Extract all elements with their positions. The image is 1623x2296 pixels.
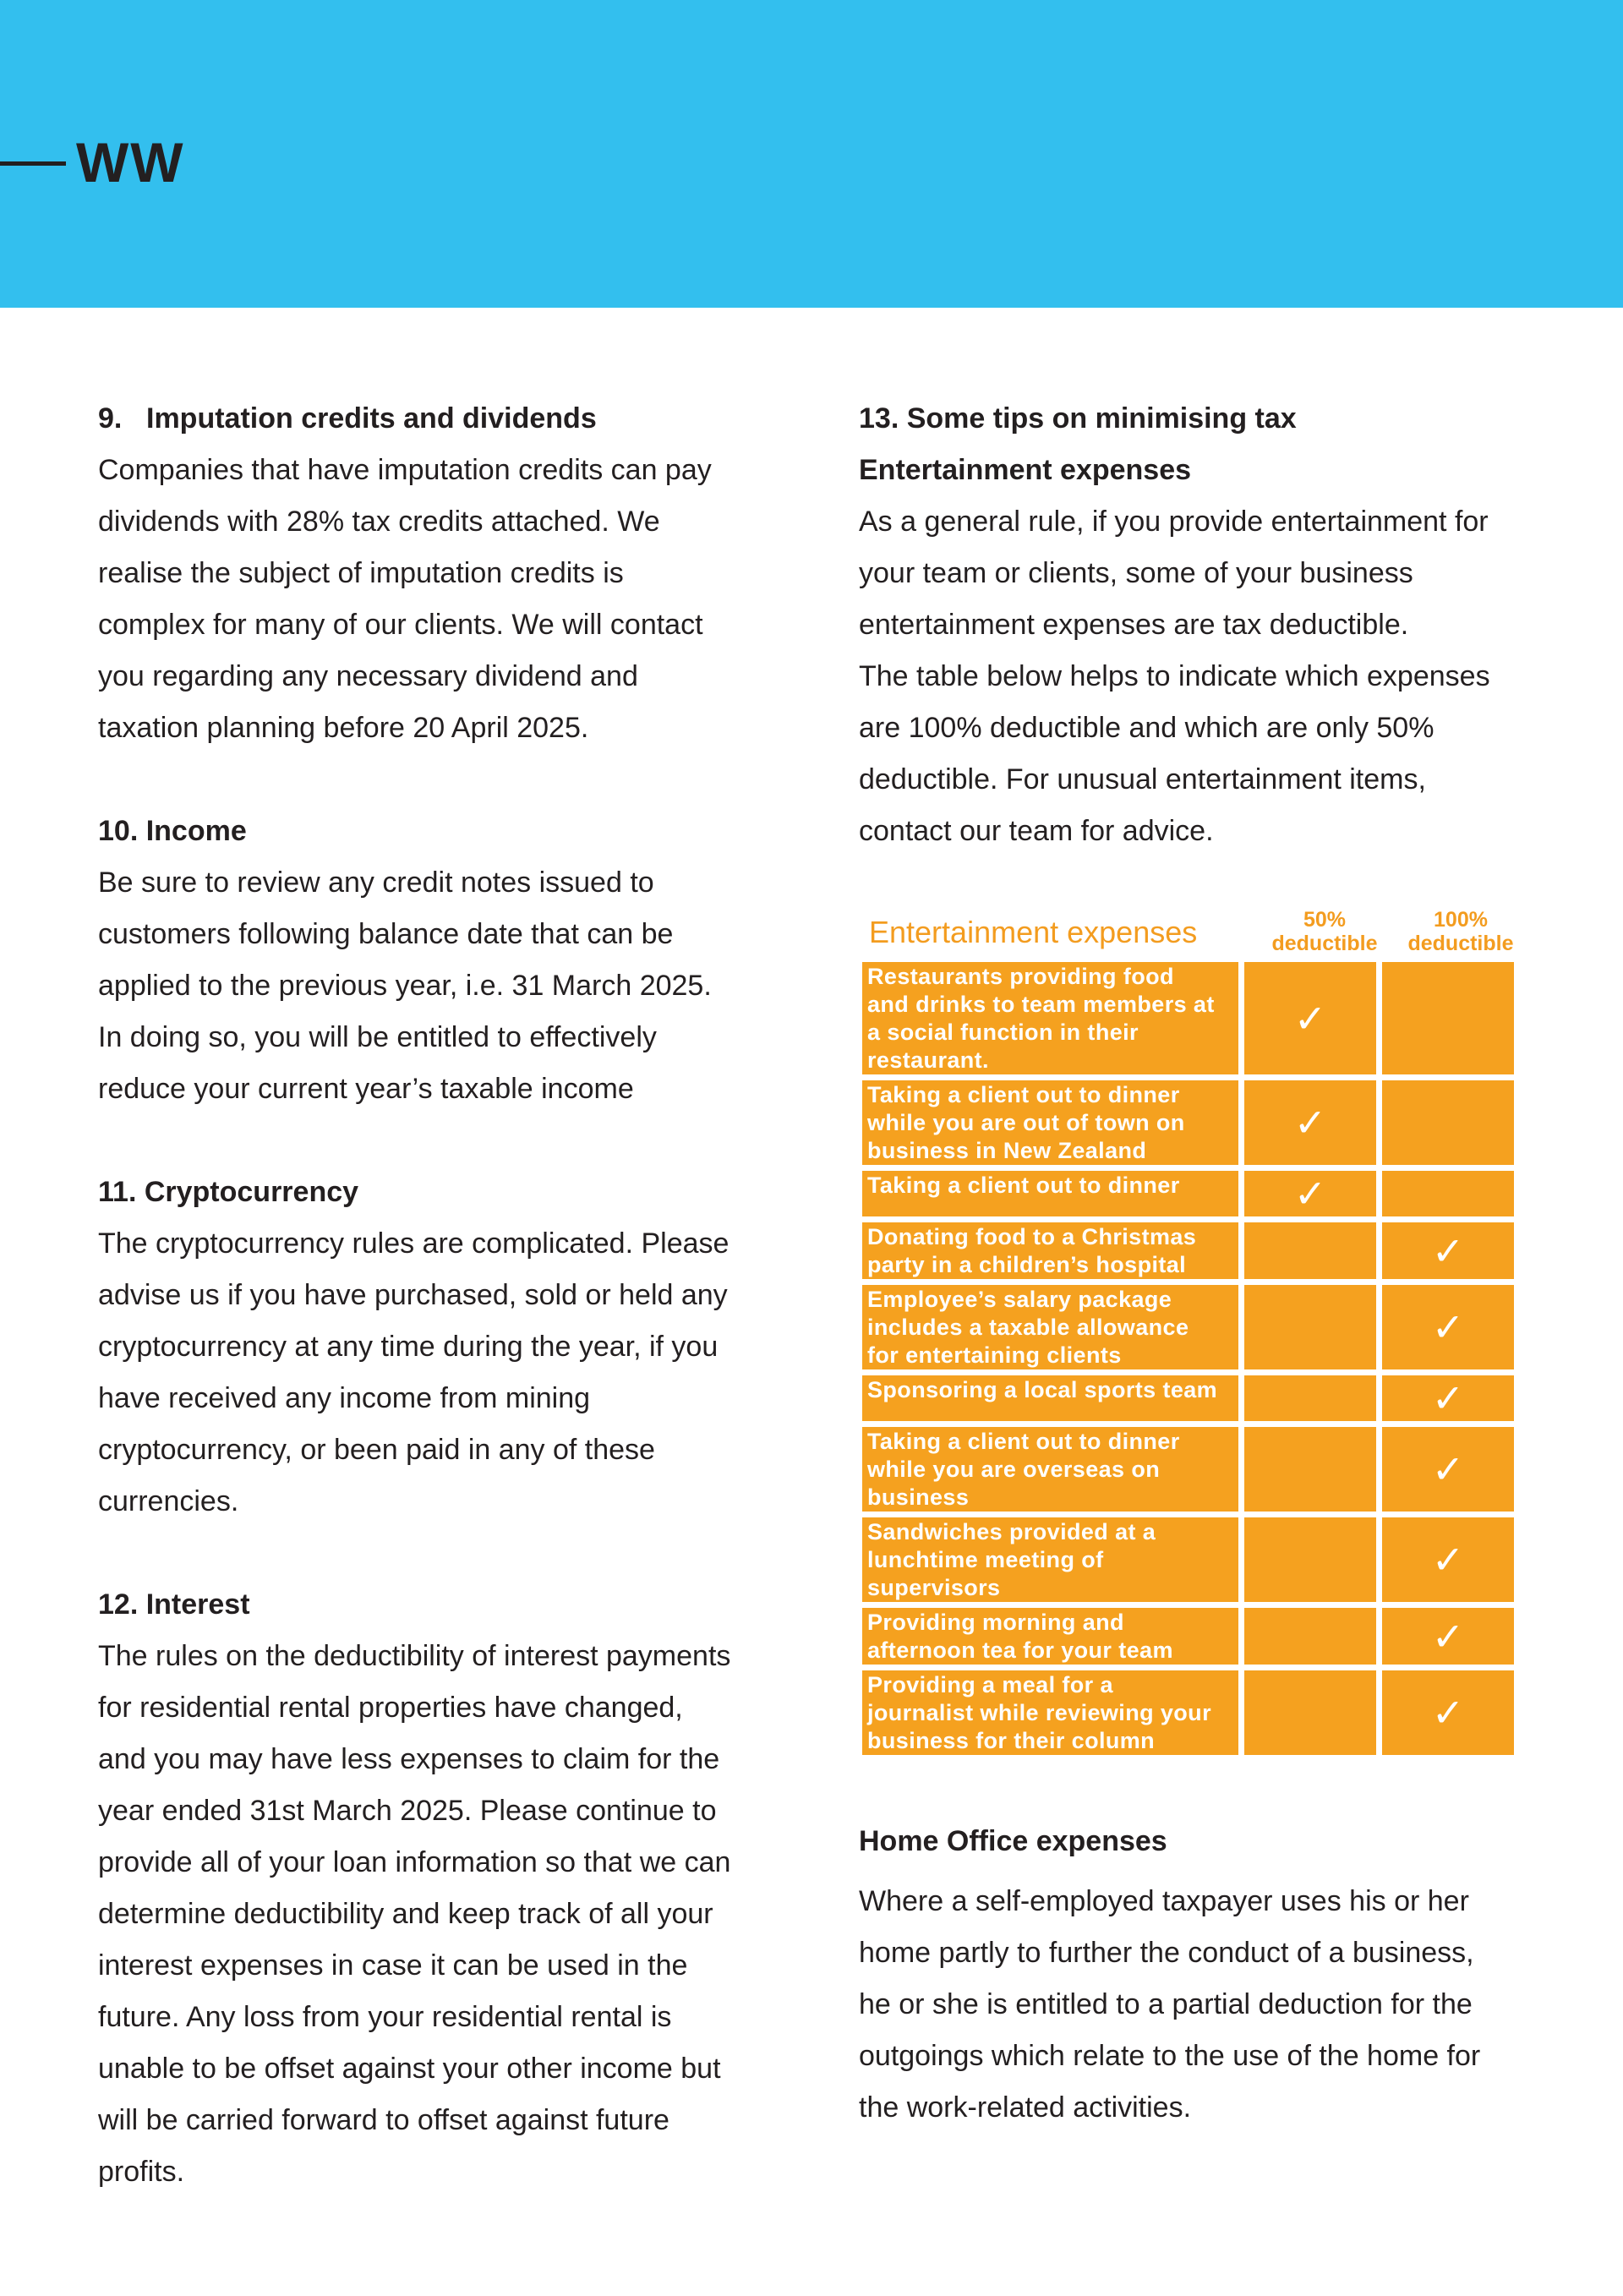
expense-description (862, 1080, 1238, 1165)
deductible-50-cell (1244, 1375, 1376, 1421)
expense-description (862, 1670, 1238, 1755)
body-line: outgoings which relate to the use of the home for (859, 2040, 1481, 2072)
body-line: complex for many of our clients. We will contact (98, 609, 703, 641)
expense-description-line: and drinks to team members at (867, 992, 1215, 1017)
section-9-heading (98, 393, 791, 445)
section-9-title: Imputation credits and dividends (146, 402, 597, 435)
expense-description-line: business in New Zealand (867, 1138, 1147, 1163)
column-header-100-line2: deductible (1407, 932, 1514, 955)
expense-description-line: for entertaining clients (867, 1342, 1122, 1368)
body-line: cryptocurrency, or been paid in any of these (98, 1434, 655, 1466)
body-line: will be carried forward to offset against future (98, 2104, 669, 2136)
section-12-body (98, 1631, 791, 2198)
deductible-50-cell (1244, 962, 1376, 1074)
section-9-body (98, 445, 791, 754)
header-rule (0, 161, 66, 166)
expense-description-line: afternoon tea for your team (867, 1637, 1173, 1663)
deductible-100-cell (1382, 1517, 1514, 1602)
checkmark-icon: ✓ (1431, 1228, 1465, 1273)
expense-description-line: Sponsoring a local sports team (867, 1377, 1218, 1402)
body-line: advise us if you have purchased, sold or held any (98, 1279, 728, 1311)
expense-description (862, 1517, 1238, 1602)
table-row (862, 1517, 1520, 1602)
checkmark-icon: ✓ (1431, 1538, 1465, 1582)
body-line: year ended 31st March 2025. Please continue to (98, 1795, 717, 1827)
expense-description (862, 1375, 1238, 1421)
deductible-100-cell (1382, 1080, 1514, 1165)
checkmark-icon: ✓ (1431, 1614, 1465, 1659)
home-office-section (859, 1816, 1535, 2134)
deductible-100-cell (1382, 1222, 1514, 1279)
deductible-50-cell (1244, 1285, 1376, 1369)
expense-description-line: while you are out of town on (867, 1110, 1185, 1135)
table-row (862, 962, 1520, 1074)
checkmark-icon: ✓ (1293, 996, 1327, 1041)
body-line: The cryptocurrency rules are complicated. Please (98, 1227, 730, 1260)
body-line: currencies. (98, 1485, 239, 1517)
left-column (98, 393, 791, 2198)
expense-description-line: includes a taxable allowance (867, 1315, 1189, 1340)
section-13-heading: 13. Some tips on minimising tax (859, 402, 1297, 435)
expense-description-line: Providing morning and (867, 1610, 1124, 1635)
column-header-100 (1393, 908, 1528, 955)
expense-description-line: a social function in their (867, 1020, 1139, 1045)
table-row (862, 1080, 1520, 1165)
body-line: deductible. For unusual entertainment items, (859, 763, 1426, 795)
expense-description-line: Providing a meal for a (867, 1672, 1113, 1697)
body-line: The table below helps to indicate which expenses (859, 660, 1490, 692)
section-10-heading: 10. Income (98, 815, 247, 847)
deductible-100-cell (1382, 1670, 1514, 1755)
expense-description-line: restaurant. (867, 1047, 989, 1073)
column-header-100-line1: 100% (1434, 908, 1488, 932)
checkmark-icon: ✓ (1431, 1447, 1465, 1491)
body-line: customers following balance date that can be (98, 918, 674, 950)
home-office-heading: Home Office expenses (859, 1825, 1167, 1857)
expense-description-line: party in a children’s hospital (867, 1252, 1187, 1277)
table-row (862, 1427, 1520, 1512)
checkmark-icon: ✓ (1431, 1305, 1465, 1349)
body-line: interest expenses in case it can be used in the (98, 1949, 688, 1982)
body-line: reduce your current year’s taxable income (98, 1073, 634, 1105)
body-line: have received any income from mining (98, 1382, 591, 1414)
body-line: Companies that have imputation credits can pay (98, 454, 712, 486)
expense-description-line: Taking a client out to dinner (867, 1082, 1180, 1107)
body-line: realise the subject of imputation credits is (98, 557, 624, 589)
expense-description-line: Taking a client out to dinner (867, 1429, 1180, 1454)
expense-description (862, 1222, 1238, 1279)
deductible-100-cell (1382, 1375, 1514, 1421)
section-12-heading: 12. Interest (98, 1588, 250, 1621)
expense-description-line: Restaurants providing food (867, 964, 1174, 989)
checkmark-icon: ✓ (1293, 1101, 1327, 1145)
body-line: he or she is entitled to a partial deduction for the (859, 1988, 1473, 2020)
expense-description-line: Sandwiches provided at a (867, 1519, 1156, 1544)
body-line: unable to be offset against your other income but (98, 2053, 721, 2085)
checkmark-icon: ✓ (1293, 1172, 1327, 1216)
column-header-50 (1257, 908, 1392, 955)
home-office-body (859, 1876, 1535, 2134)
deductible-100-cell (1382, 1608, 1514, 1665)
expense-description-line: lunchtime meeting of (867, 1547, 1104, 1572)
deductible-50-cell (1244, 1222, 1376, 1279)
column-header-50-line1: 50% (1303, 908, 1347, 932)
body-line: future. Any loss from your residential rental is (98, 2001, 672, 2033)
body-line: profits. (98, 2156, 185, 2188)
body-line: dividends with 28% tax credits attached. We (98, 506, 660, 538)
body-line: for residential rental properties have changed, (98, 1692, 683, 1724)
body-line: In doing so, you will be entitled to effectively (98, 1021, 657, 1053)
expense-description (862, 1285, 1238, 1369)
expense-description-line: business (867, 1484, 970, 1510)
entertainment-subheading: Entertainment expenses (859, 454, 1192, 486)
expense-description-line: business for their column (867, 1728, 1156, 1753)
table-row (862, 1222, 1520, 1279)
body-line: and you may have less expenses to claim for the (98, 1743, 720, 1775)
expense-description (862, 962, 1238, 1074)
checkmark-icon: ✓ (1431, 1376, 1465, 1420)
body-line: your team or clients, some of your business (859, 557, 1413, 589)
body-line: taxation planning before 20 April 2025. (98, 712, 589, 744)
body-line: the work-related activities. (859, 2091, 1192, 2124)
table-row (862, 1670, 1520, 1755)
section-9-number: 9. (98, 402, 123, 435)
deductible-50-cell (1244, 1427, 1376, 1512)
body-line: provide all of your loan information so that we can (98, 1846, 731, 1878)
deductible-100-cell (1382, 962, 1514, 1074)
expense-description-line: Employee’s salary package (867, 1287, 1172, 1312)
right-column (859, 393, 1535, 857)
header-logo: WW (76, 131, 185, 194)
body-line: you regarding any necessary dividend and (98, 660, 638, 692)
table-body (862, 962, 1520, 1755)
table-header (862, 905, 1520, 962)
body-line: The rules on the deductibility of interest payments (98, 1640, 731, 1672)
body-line: Where a self-employed taxpayer uses his or her (859, 1885, 1469, 1917)
header-band (0, 0, 1623, 308)
expense-description-line: supervisors (867, 1575, 1001, 1600)
body-line: contact our team for advice. (859, 815, 1214, 847)
table-row (862, 1171, 1520, 1216)
table-row (862, 1375, 1520, 1421)
expense-description-line: while you are overseas on (867, 1457, 1161, 1482)
expense-description (862, 1171, 1238, 1216)
section-11-heading: 11. Cryptocurrency (98, 1176, 359, 1208)
deductible-50-cell (1244, 1608, 1376, 1665)
body-line: are 100% deductible and which are only 50% (859, 712, 1434, 744)
expense-description-line: Taking a client out to dinner (867, 1173, 1180, 1198)
body-line: cryptocurrency at any time during the year, if you (98, 1331, 719, 1363)
body-line: Be sure to review any credit notes issued to (98, 866, 654, 899)
section-13-body (859, 496, 1535, 857)
section-10-body (98, 857, 791, 1115)
entertainment-table (862, 905, 1520, 1761)
column-header-50-line2: deductible (1271, 932, 1378, 955)
deductible-50-cell (1244, 1517, 1376, 1602)
body-line: determine deductibility and keep track of all your (98, 1898, 713, 1930)
table-row (862, 1285, 1520, 1369)
body-line: As a general rule, if you provide entertainment for (859, 506, 1489, 538)
table-row (862, 1608, 1520, 1665)
deductible-100-cell (1382, 1427, 1514, 1512)
section-11-body (98, 1218, 791, 1528)
body-line: applied to the previous year, i.e. 31 March 2025. (98, 970, 712, 1002)
body-line: entertainment expenses are tax deductible. (859, 609, 1409, 641)
expense-description (862, 1608, 1238, 1665)
deductible-100-cell (1382, 1171, 1514, 1216)
deductible-100-cell (1382, 1285, 1514, 1369)
expense-description-line: journalist while reviewing your (867, 1700, 1211, 1725)
expense-description (862, 1427, 1238, 1512)
expense-description-line: Donating food to a Christmas (867, 1224, 1197, 1249)
body-line: home partly to further the conduct of a business, (859, 1937, 1474, 1969)
table-title: Entertainment expenses (869, 915, 1198, 949)
checkmark-icon: ✓ (1431, 1691, 1465, 1735)
deductible-50-cell (1244, 1670, 1376, 1755)
deductible-50-cell (1244, 1080, 1376, 1165)
deductible-50-cell (1244, 1171, 1376, 1216)
